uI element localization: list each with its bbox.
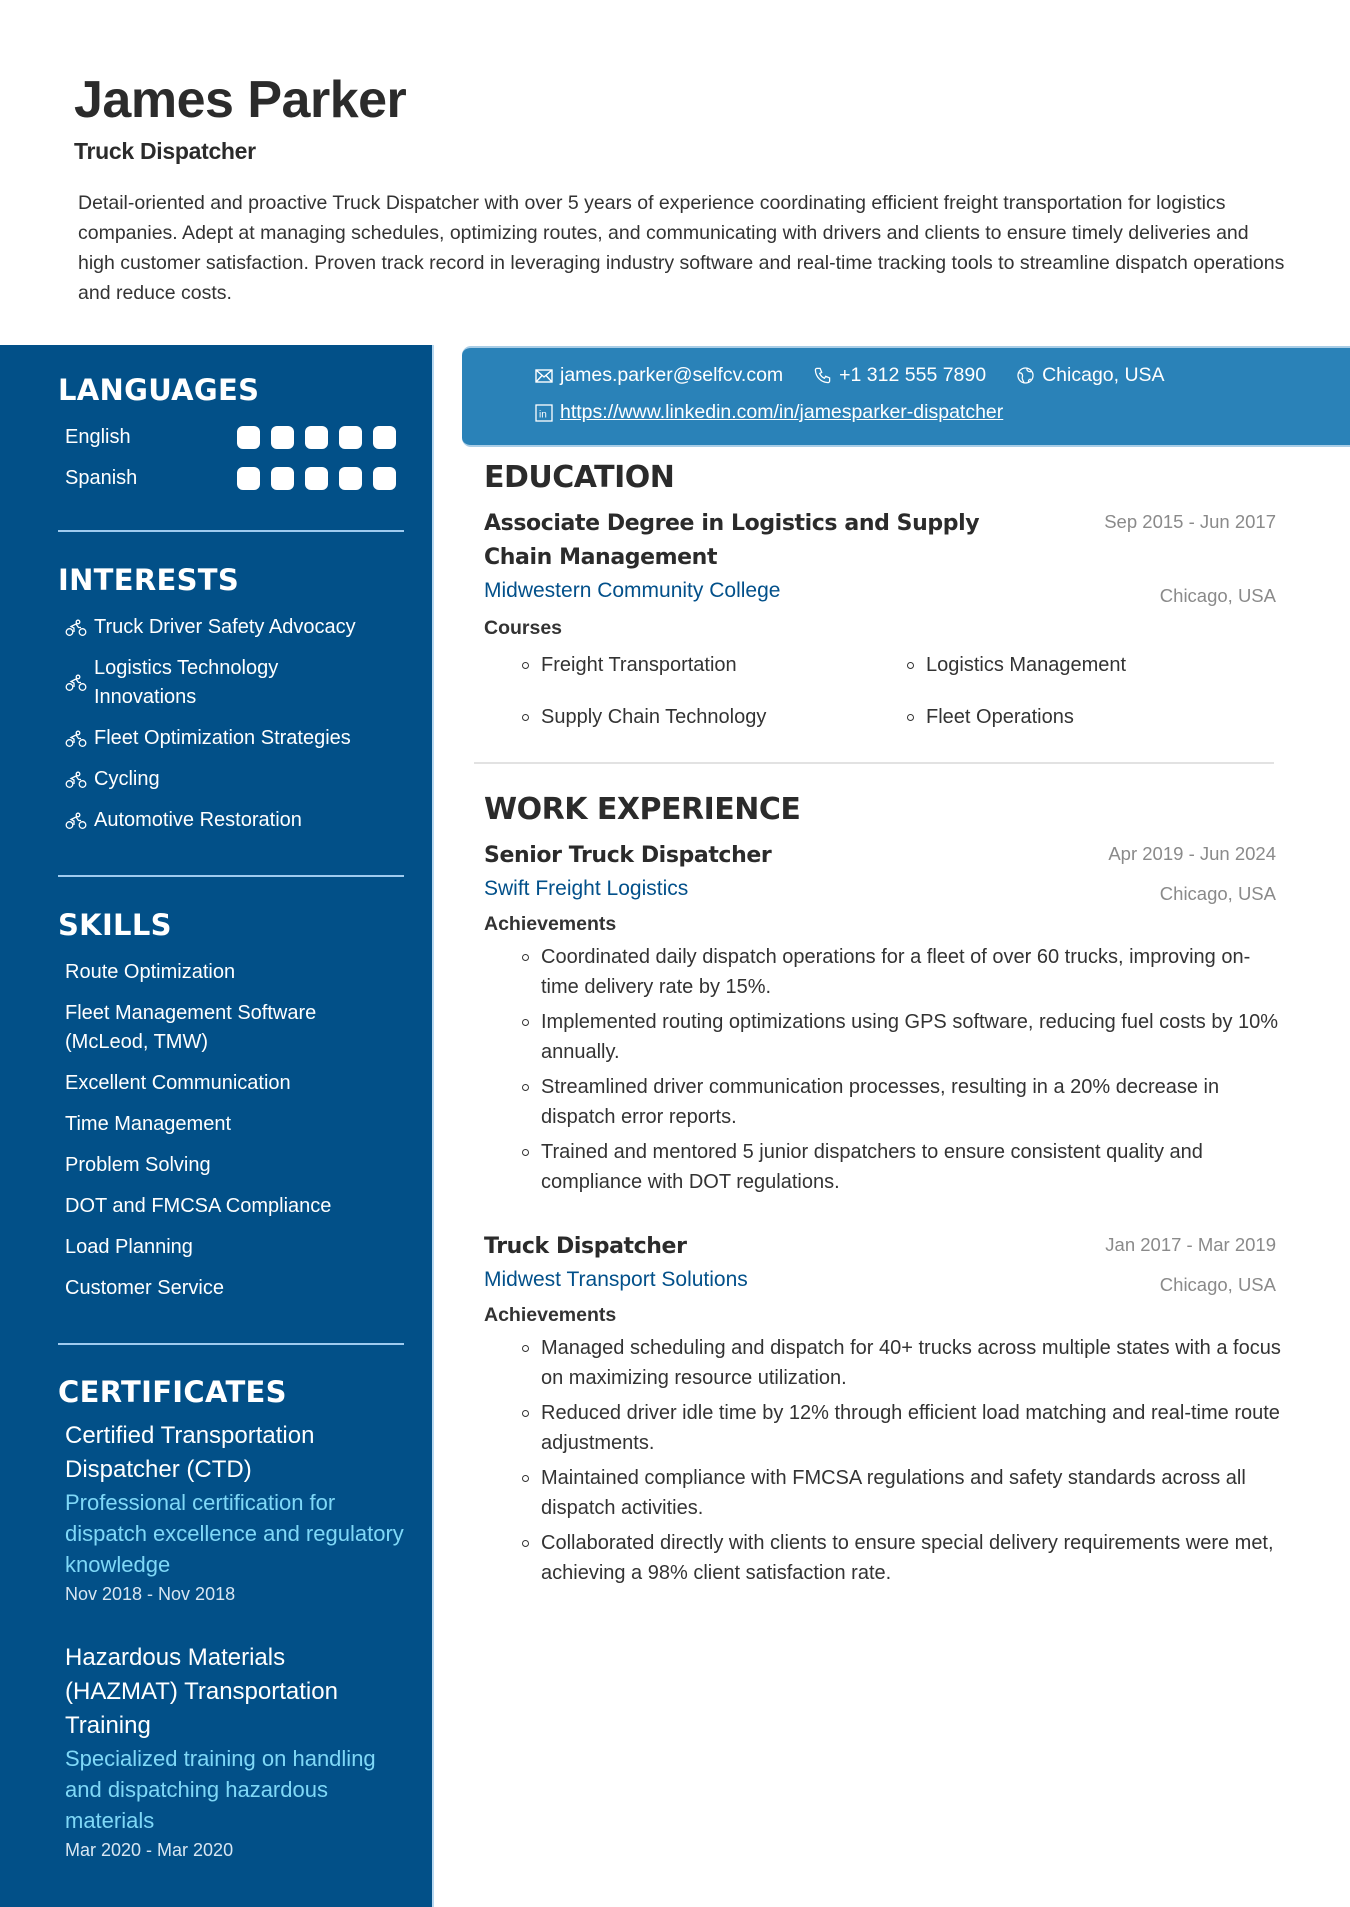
courses-list <box>484 650 1276 732</box>
certificate-name: Certified Transportation Dispatcher (CTD) <box>65 1422 315 1483</box>
level-dot-filled <box>339 467 362 490</box>
certificate-item <box>58 1641 404 1865</box>
course-item: Fleet Operations <box>907 702 1267 732</box>
section-divider <box>58 875 404 877</box>
skill-item: DOT and FMCSA Compliance <box>65 1195 332 1217</box>
education-location: Chicago, USA <box>1159 585 1276 606</box>
location-text: Chicago, USA <box>1042 364 1165 386</box>
email-text: james.parker@selfcv.com <box>560 364 784 386</box>
skill-item: Customer Service <box>65 1277 224 1299</box>
phone-text: +1 312 555 7890 <box>839 364 987 386</box>
course-item: Supply Chain Technology <box>522 702 907 732</box>
bullet-icon <box>522 1540 529 1547</box>
contact-linkedin[interactable] <box>535 401 1003 424</box>
achievement-item: Maintained compliance with FMCSA regulations and safety standards across all dispatch activities. <box>522 1463 1282 1523</box>
bullet-icon <box>907 714 914 721</box>
level-dot-filled <box>373 426 396 449</box>
main-content <box>484 460 1281 1593</box>
bullet-icon <box>522 1019 529 1026</box>
company-name: Midwest Transport Solutions <box>484 1267 748 1291</box>
candidate-title: Truck Dispatcher <box>74 138 256 164</box>
job-location: Chicago, USA <box>1159 1273 1276 1295</box>
section-divider <box>58 530 404 532</box>
skill-item: Route Optimization <box>65 961 236 983</box>
sidebar <box>0 345 434 1907</box>
language-row <box>58 417 404 458</box>
interests-heading: INTERESTS <box>58 563 240 597</box>
achievement-item: Reduced driver idle time by 12% through efficient load matching and real-time route adjustments. <box>522 1398 1282 1458</box>
achievement-item: Managed scheduling and dispatch for 40+ trucks across multiple states with a focus on maximizing resource utilization. <box>522 1333 1282 1393</box>
job-location: Chicago, USA <box>1159 882 1276 904</box>
cyclist-icon <box>65 674 87 692</box>
bullet-icon <box>522 1345 529 1352</box>
level-dot-filled <box>271 467 294 490</box>
profile-summary: Detail-oriented and proactive Truck Dispatcher with over 5 years of experience coordinating efficient freight transportation for logistics companies. Adept at managing schedules, optimizing routes, and communicating with drivers and clients to ensure timely deliveries and high customer satisfaction. Proven track record in leveraging industry software and real-time tracking tools to streamline dispatch operations and reduce costs. <box>78 192 1285 304</box>
linkedin-icon <box>535 404 553 422</box>
interest-item <box>58 806 404 835</box>
bullet-icon <box>907 662 914 669</box>
education-section <box>484 460 1276 732</box>
skill-item: Excellent Communication <box>65 1072 291 1094</box>
language-name: Spanish <box>65 467 138 489</box>
contact-line-2 <box>535 401 1033 424</box>
contact-bar <box>462 346 1350 447</box>
contact-phone[interactable] <box>813 364 986 387</box>
job-dates: Jan 2017 - Mar 2019 <box>1105 1233 1276 1255</box>
level-dot-filled <box>237 426 260 449</box>
cyclist-icon <box>65 619 87 637</box>
degree-title: Associate Degree in Logistics and Supply Chain Management <box>484 511 980 570</box>
languages-section <box>58 373 404 499</box>
achievements-label: Achievements <box>484 912 617 935</box>
skill-item: Problem Solving <box>65 1154 211 1176</box>
bullet-icon <box>522 1149 529 1156</box>
level-dot-filled <box>237 467 260 490</box>
course-item: Freight Transportation <box>522 650 907 680</box>
languages-heading: LANGUAGES <box>58 373 260 407</box>
bullet-icon <box>522 1410 529 1417</box>
level-dot-filled <box>271 426 294 449</box>
interest-item <box>58 765 404 794</box>
course-item: Logistics Management <box>907 650 1267 680</box>
contact-line-1 <box>535 364 1195 387</box>
certificate-item <box>58 1419 404 1609</box>
skills-section <box>58 908 404 1315</box>
experience-entry <box>484 839 1279 1197</box>
skill-item: Fleet Management Software (McLeod, TMW) <box>65 1002 317 1053</box>
interest-label: Cycling <box>94 768 160 790</box>
level-dot-filled <box>305 467 328 490</box>
bullet-icon <box>522 1475 529 1482</box>
resume-header <box>0 0 1350 345</box>
courses-label: Courses <box>484 617 563 639</box>
bullet-icon <box>522 662 529 669</box>
interests-section <box>58 563 404 847</box>
interest-label: Automotive Restoration <box>94 809 302 831</box>
certificate-description: Professional certification for dispatch excellence and regulatory knowledge <box>65 1490 404 1577</box>
cyclist-icon <box>65 771 87 789</box>
certificate-name: Hazardous Materials (HAZMAT) Transportation Training <box>65 1644 338 1739</box>
achievement-item: Implemented routing optimizations using GPS software, reducing fuel costs by 10% annually. <box>522 1007 1282 1067</box>
interest-item <box>58 613 404 642</box>
candidate-name: James Parker <box>74 71 407 129</box>
interest-item <box>58 724 404 753</box>
cyclist-icon <box>65 812 87 830</box>
job-title: Truck Dispatcher <box>484 1233 687 1259</box>
education-dates: Sep 2015 - Jun 2017 <box>1104 511 1276 532</box>
skill-item: Time Management <box>65 1113 231 1135</box>
experience-heading: WORK EXPERIENCE <box>484 791 801 827</box>
language-level <box>237 467 396 490</box>
contact-location <box>1016 364 1164 387</box>
svg-text:in: in <box>539 409 547 420</box>
education-heading: EDUCATION <box>484 460 675 495</box>
contact-email[interactable] <box>535 364 783 387</box>
certificate-dates: Mar 2020 - Mar 2020 <box>65 1840 234 1860</box>
achievements-list <box>484 942 1279 1197</box>
language-level <box>237 426 396 449</box>
achievement-item: Coordinated daily dispatch operations for a fleet of over 60 trucks, improving on-time delivery rate by 15%. <box>522 942 1282 1002</box>
certificates-section <box>58 1375 404 1897</box>
language-row <box>58 458 404 499</box>
interest-label: Logistics Technology Innovations <box>94 657 279 708</box>
bullet-icon <box>522 954 529 961</box>
skill-item: Load Planning <box>65 1236 193 1258</box>
certificates-heading: CERTIFICATES <box>58 1375 287 1409</box>
phone-icon <box>813 366 832 385</box>
level-dot-filled <box>305 426 328 449</box>
school-name: Midwestern Community College <box>484 579 781 602</box>
job-title: Senior Truck Dispatcher <box>484 842 772 868</box>
level-dot-filled <box>339 426 362 449</box>
company-name: Swift Freight Logistics <box>484 876 689 900</box>
certificate-dates: Nov 2018 - Nov 2018 <box>65 1584 236 1604</box>
globe-icon <box>1016 366 1035 385</box>
certificate-description: Specialized training on handling and dispatching hazardous materials <box>65 1746 376 1833</box>
envelope-icon <box>535 369 553 383</box>
interest-label: Truck Driver Safety Advocacy <box>94 616 356 638</box>
interest-label: Fleet Optimization Strategies <box>94 727 351 749</box>
linkedin-link[interactable]: https://www.linkedin.com/in/jamesparker-dispatcher <box>560 401 1004 423</box>
achievement-item: Streamlined driver communication processes, resulting in a 20% decrease in dispatch error reports. <box>522 1072 1282 1132</box>
achievement-item: Trained and mentored 5 junior dispatchers to ensure consistent quality and compliance with DOT regulations. <box>522 1137 1282 1197</box>
cyclist-icon <box>65 730 87 748</box>
experience-section <box>484 791 1281 1588</box>
achievements-label: Achievements <box>484 1303 617 1326</box>
skills-heading: SKILLS <box>58 908 172 942</box>
achievements-list <box>484 1333 1281 1588</box>
language-name: English <box>65 426 131 448</box>
section-divider <box>58 1343 404 1345</box>
experience-entry <box>484 1230 1281 1588</box>
level-dot-filled <box>373 467 396 490</box>
education-entry <box>484 507 1276 732</box>
bullet-icon <box>522 1084 529 1091</box>
bullet-icon <box>522 714 529 721</box>
interest-item <box>58 654 404 712</box>
job-dates: Apr 2019 - Jun 2024 <box>1108 842 1276 864</box>
achievement-item: Collaborated directly with clients to ensure special delivery requirements were met, achieving a 98% client satisfaction rate. <box>522 1528 1282 1588</box>
